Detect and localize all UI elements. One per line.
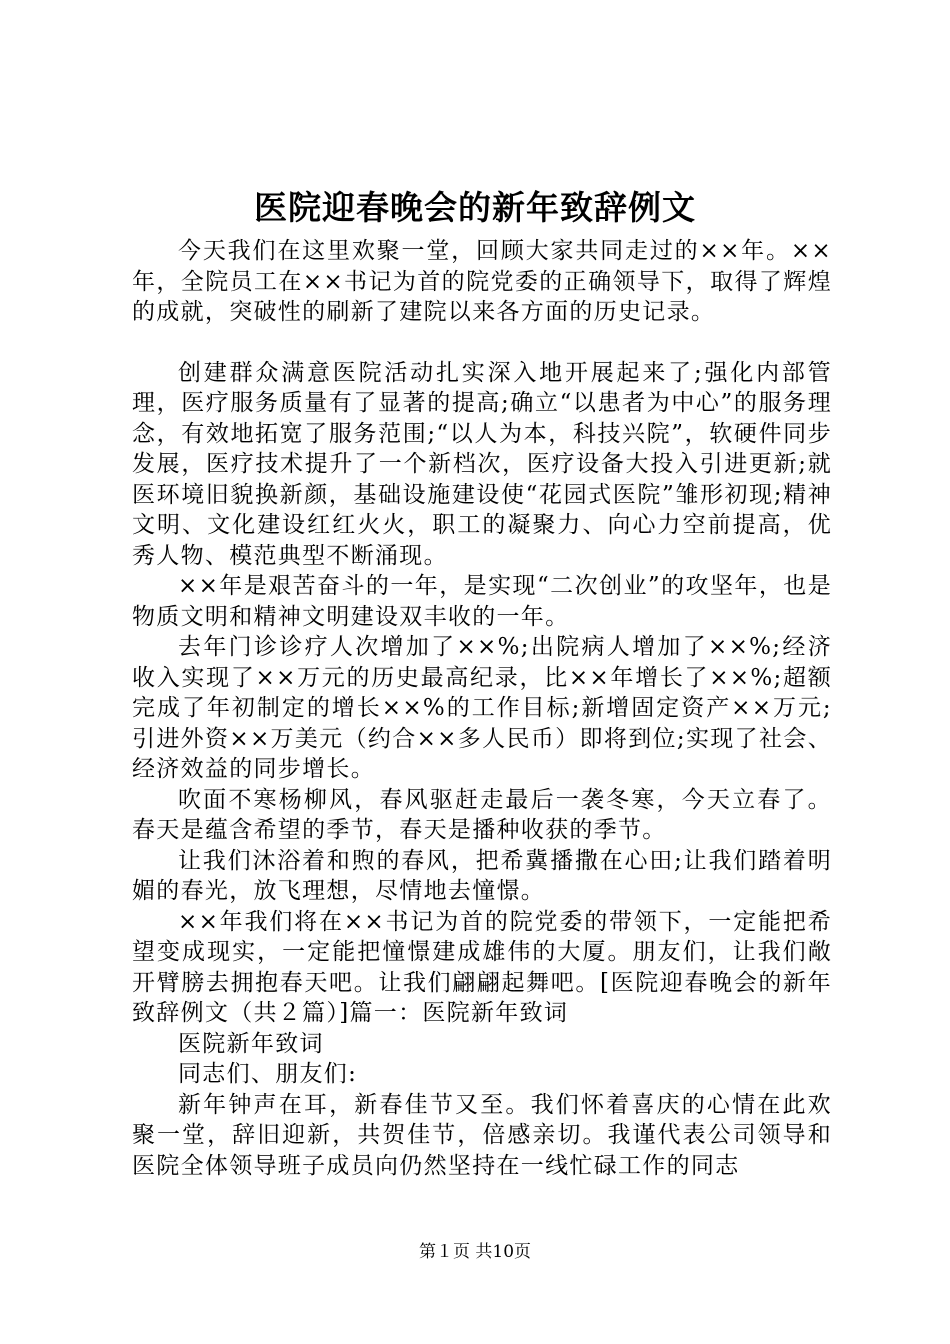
paragraph-6: 让我们沐浴着和煦的春风，把希冀播撒在心田;让我们踏着明媚的春光，放飞理想，尽情地去憧憬。 <box>132 847 832 904</box>
paragraph-1: 今天我们在这里欢聚一堂，回顾大家共同走过的××年。××年，全院员工在××书记为首的院党委的正确领导下，取得了辉煌的成就，突破性的刷新了建院以来各方面的历史记录。 <box>132 238 832 325</box>
document-body <box>132 236 832 1181</box>
paragraph-4: 去年门诊诊疗人次增加了××%;出院病人增加了××%;经济收入实现了××万元的历史最高纪录，比××年增长了××%;超额完成了年初制定的增长××%的工作目标;新增固定资产××万元;引进外资××万美元（约合××多人民币）即将到位;实现了社会、经济效益的同步增长。 <box>132 634 832 782</box>
document-title: 医院迎春晚会的新年致辞例文 <box>254 188 696 227</box>
paragraph-7: ××年我们将在××书记为首的院党委的带领下，一定能把希望变成现实，一定能把憧憬建成雄伟的大厦。朋友们，让我们敞开臂膀去拥抱春天吧。让我们翩翩起舞吧。[医院迎春晚会的新年致辞例文（共２篇）]篇一：医院新年致词 <box>132 908 832 1026</box>
paragraph-9: 同志们、朋友们: <box>178 1061 358 1087</box>
paragraph-10: 新年钟声在耳，新春佳节又至。我们怀着喜庆的心情在此欢聚一堂，辞旧迎新，共贺佳节，倍感亲切。我谨代表公司领导和医院全体领导班子成员向仍然坚持在一线忙碌工作的同志 <box>132 1091 832 1179</box>
paragraph-5: 吹面不寒杨柳风，春风驱赶走最后一袭冬寒，今天立春了。春天是蕴含希望的季节，春天是播种收获的季节。 <box>132 786 832 843</box>
paragraph-3: ××年是艰苦奋斗的一年，是实现“二次创业”的攻坚年，也是物质文明和精神文明建设双丰收的一年。 <box>132 573 832 630</box>
paragraph-2: 创建群众满意医院活动扎实深入地开展起来了;强化内部管理，医疗服务质量有了显著的提高;确立“以患者为中心”的服务理念，有效地拓宽了服务范围;“以人为本，科技兴院”，软硬件同步发展，医疗技术提升了一个新档次，医疗设备大投入引进更新;就医环境旧貌换新颜，基础设施建设使“花园式医院”雏形初现;精神文明、文化建设红红火火，职工的凝聚力、向心力空前提高，优秀人物、模范典型不断涌现。 <box>132 359 832 569</box>
page-number-footer: 第１页 共10页 <box>418 1242 532 1262</box>
paragraph-8: 医院新年致词 <box>178 1030 324 1057</box>
